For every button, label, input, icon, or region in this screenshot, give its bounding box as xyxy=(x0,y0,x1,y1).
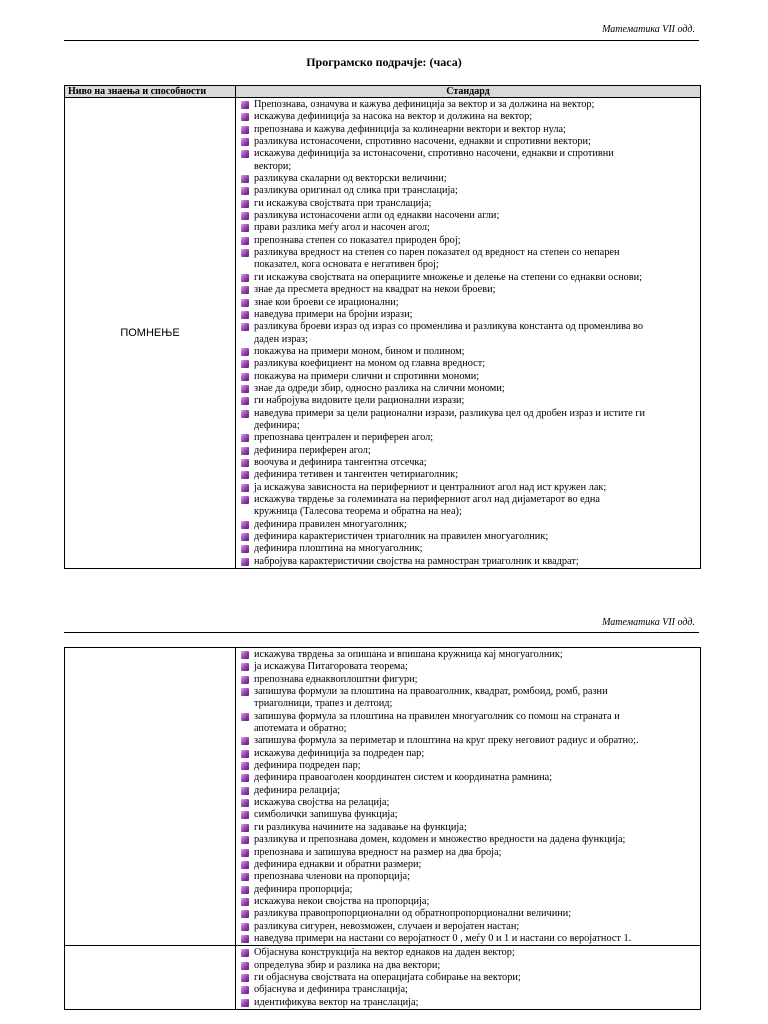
list-item-text: разликува броеви израз од израз со променлива и разликува константа од променлива во xyxy=(254,321,643,333)
bullet-icon xyxy=(241,774,249,782)
column-header-standard: Стандард xyxy=(236,86,701,98)
bullet-icon xyxy=(241,348,249,356)
bullet-icon xyxy=(241,224,249,232)
list-item xyxy=(240,960,700,972)
list-item xyxy=(240,111,700,123)
list-item xyxy=(240,760,700,772)
bullet-icon xyxy=(241,286,249,294)
list-item-text: даден израз; xyxy=(254,333,308,345)
list-item xyxy=(240,847,700,859)
level-cell: ПОМНЕЊЕ xyxy=(65,98,236,569)
level-cell-empty xyxy=(65,946,236,1010)
list-item xyxy=(240,896,700,908)
bullet-icon xyxy=(241,459,249,467)
list-item xyxy=(240,346,700,358)
bullet-icon xyxy=(241,212,249,220)
list-item-text: разликува правопропорционални од обратнопропорционални величини; xyxy=(254,908,572,920)
column-header-level: Ниво на знаења и способности xyxy=(65,86,236,98)
bullet-icon xyxy=(241,849,249,857)
bullet-icon xyxy=(241,533,249,541)
bullet-icon xyxy=(241,484,249,492)
list-item xyxy=(240,884,700,896)
bullet-icon xyxy=(241,558,249,566)
bullet-icon xyxy=(241,999,249,1007)
list-item xyxy=(240,921,700,933)
bullet-icon xyxy=(241,676,249,684)
list-item xyxy=(240,748,700,760)
list-item-text: искажува тврдење за големината на периферниот агол над дијаметарот во една xyxy=(254,494,600,505)
list-item xyxy=(240,469,700,481)
list-item xyxy=(240,321,700,333)
standards-cell xyxy=(236,946,701,1010)
list-item-text: покажува на примери слични и спротивни мономи; xyxy=(254,370,480,382)
list-item-text: идентификува вектор на транслација; xyxy=(254,996,419,1008)
list-item-text: дефинира плоштина на многуаголник; xyxy=(254,543,423,555)
list-item-text: знае да одреди збир, односно разлика на слични мономи; xyxy=(254,382,505,394)
list-item-text: искажува дефиниција за истонасочени, спротивно насочени, еднакви и спротивни xyxy=(254,148,614,160)
bullet-icon xyxy=(241,521,249,529)
list-item xyxy=(240,222,700,234)
list-item xyxy=(240,235,700,247)
list-item xyxy=(240,173,700,185)
header-rule xyxy=(64,40,699,41)
list-item xyxy=(240,358,700,370)
level-cell-empty xyxy=(65,648,236,946)
bullet-icon xyxy=(241,873,249,881)
standards-list xyxy=(236,98,700,568)
list-item-text: дефинира еднакви и обратни размери; xyxy=(254,858,422,870)
table-header-row xyxy=(65,86,701,98)
list-item xyxy=(240,711,700,723)
bullet-icon xyxy=(241,787,249,795)
list-item-text: искажува својства на релација; xyxy=(254,797,390,809)
bullet-icon xyxy=(241,299,249,307)
list-item-text: Објаснува конструкција на вектор еднаков на даден вектор; xyxy=(254,947,515,959)
standards-cell xyxy=(236,98,701,569)
bullet-icon xyxy=(241,447,249,455)
bullet-icon xyxy=(241,249,249,257)
list-item xyxy=(240,272,700,284)
list-item xyxy=(240,809,700,821)
list-item xyxy=(240,432,700,444)
list-item xyxy=(240,334,700,346)
list-item xyxy=(240,772,700,784)
list-item-text: Препознава, означува и кажува дефиниција за вектор и за должина на вектор; xyxy=(254,99,595,110)
list-item-text: разликува истонасочени агли од еднакви насочени агли; xyxy=(254,210,500,222)
list-item xyxy=(240,482,700,494)
list-item xyxy=(240,834,700,846)
list-item-text: разликува оригинал од слика при транслација; xyxy=(254,185,458,197)
list-item xyxy=(240,420,700,432)
list-item-text: искажува дефиниција за насока на вектор и должина на вектор; xyxy=(254,111,533,123)
table-row xyxy=(65,648,701,946)
standards-list xyxy=(236,946,700,1009)
bullet-icon xyxy=(241,397,249,405)
list-item xyxy=(240,124,700,136)
list-item-text: вектори; xyxy=(254,160,292,172)
bullet-icon xyxy=(241,237,249,245)
list-item-text: препознава степен со показател природен број; xyxy=(254,234,461,246)
bullet-icon xyxy=(241,750,249,758)
bullet-icon xyxy=(241,126,249,134)
list-item-text: показател, кога основата е негативен број; xyxy=(254,259,439,271)
list-item-text: разликува истонасочени, спротивно насочени, еднакви и спротивни вектори; xyxy=(254,136,591,148)
list-item-text: дефинира; xyxy=(254,419,300,431)
list-item-text: дефинира периферен агол; xyxy=(254,444,371,456)
list-item xyxy=(240,908,700,920)
list-item-text: разликува вредност на степен со парен показател од вредност на степен со непарен xyxy=(254,247,620,259)
bullet-icon xyxy=(241,949,249,957)
list-item-text: запишува формула за периметар и плоштина на круг преку неговиот радиус и обратно;. xyxy=(254,735,639,747)
bullet-icon xyxy=(241,762,249,770)
list-item xyxy=(240,185,700,197)
section-title: Програмско подрачје: (часа) xyxy=(306,55,462,69)
standards-table-continued xyxy=(64,647,701,1010)
bullet-icon xyxy=(241,434,249,442)
list-item-text: набројува карактеристични својства на рамностран триаголник и квадрат; xyxy=(254,555,579,567)
bullet-icon xyxy=(241,910,249,918)
list-item-text: дефинира карактеристичен триаголник на правилен многуаголник; xyxy=(254,531,549,543)
standards-list xyxy=(236,648,700,945)
list-item-text: ги искажува својствата на операциите множење и делење на степени со еднакви основи; xyxy=(254,271,643,283)
bullet-icon xyxy=(241,799,249,807)
list-item-text: искажува дефиниција за подреден пар; xyxy=(254,747,425,759)
bullet-icon xyxy=(241,373,249,381)
list-item xyxy=(240,556,700,568)
bullet-icon xyxy=(241,360,249,368)
list-item-text: прави разлика меѓу агол и насочен агол; xyxy=(254,222,430,234)
page-header: Математика VII одд. xyxy=(602,24,695,35)
list-item xyxy=(240,284,700,296)
standards-cell xyxy=(236,648,701,946)
list-item-text: воочува и дефинира тангентна отсечка; xyxy=(254,456,427,468)
list-item xyxy=(240,395,700,407)
list-item xyxy=(240,136,700,148)
list-item xyxy=(240,674,700,686)
list-item xyxy=(240,649,700,661)
bullet-icon xyxy=(241,962,249,970)
list-item-text: разликува коефициент на моном од главна вредност; xyxy=(254,358,486,370)
list-item-text: искажува некои својства на пропорција; xyxy=(254,895,430,907)
list-item xyxy=(240,494,700,506)
list-item xyxy=(240,723,700,735)
list-item-text: разликува сигурен, невозможен, случаен и веројатен настан; xyxy=(254,920,520,932)
list-item-text: покажува на примери моном, бином и полином; xyxy=(254,345,465,357)
list-item-text: искажува тврдења за опишана и впишана кружница кај многуаголник; xyxy=(254,649,563,660)
list-item-text: ја искажува Питагоровата теорема; xyxy=(254,661,408,673)
bullet-icon xyxy=(241,138,249,146)
list-item-text: триаголници, трапез и делтоид; xyxy=(254,698,393,710)
list-item xyxy=(240,735,700,747)
list-item-text: дефинира правилен многуаголник; xyxy=(254,518,407,530)
bullet-icon xyxy=(241,811,249,819)
list-item xyxy=(240,371,700,383)
bullet-icon xyxy=(241,898,249,906)
bullet-icon xyxy=(241,713,249,721)
bullet-icon xyxy=(241,496,249,504)
list-item-text: дефинира релација; xyxy=(254,784,341,796)
list-item-text: разликува и препознава домен, кодомен и множество вредности на дадена функција; xyxy=(254,834,626,846)
list-item-text: дефинира тетивен и тангентен четириаголник; xyxy=(254,469,459,481)
bullet-icon xyxy=(241,323,249,331)
standards-table xyxy=(64,85,701,569)
list-item xyxy=(240,506,700,518)
bullet-icon xyxy=(241,824,249,832)
bullet-icon xyxy=(241,274,249,282)
table-row xyxy=(65,946,701,1010)
list-item xyxy=(240,99,700,111)
list-item-text: определува збир и разлика на два вектори; xyxy=(254,959,441,971)
list-item xyxy=(240,972,700,984)
bullet-icon xyxy=(241,923,249,931)
list-item xyxy=(240,259,700,271)
bullet-icon xyxy=(241,651,249,659)
list-item-text: разликува скаларни од векторски величини; xyxy=(254,173,447,185)
list-item-text: знае да пресмета вредност на квадрат на некои броеви; xyxy=(254,284,496,296)
list-item-text: запишува формули за плоштина на правоаголник, квадрат, ромбоид, ромб, разни xyxy=(254,686,608,698)
bullet-icon xyxy=(241,113,249,121)
bullet-icon xyxy=(241,688,249,696)
list-item-text: препознава и кажува дефиниција за колинеарни вектори и вектор нула; xyxy=(254,123,566,135)
list-item-text: објаснува и дефинира транслација; xyxy=(254,984,408,996)
list-item-text: симболички запишува функција; xyxy=(254,809,398,821)
list-item xyxy=(240,797,700,809)
list-item-text: наведува примери на настани со веројатност 0 , меѓу 0 и 1 и настани со веројатност 1. xyxy=(254,932,632,944)
list-item-text: запишува формула за плоштина на правилен многуаголник со помош на страната и xyxy=(254,710,620,722)
list-item-text: кружница (Талесова теорема и обратна на неа); xyxy=(254,506,462,518)
bullet-icon xyxy=(241,986,249,994)
list-item-text: дефинира пропорција; xyxy=(254,883,353,895)
table-row xyxy=(65,98,701,569)
list-item xyxy=(240,997,700,1009)
list-item xyxy=(240,198,700,210)
list-item xyxy=(240,309,700,321)
bullet-icon xyxy=(241,974,249,982)
list-item-text: препознава еднаквоплоштни фигури; xyxy=(254,673,418,685)
list-item-text: апотемата и обратно; xyxy=(254,723,347,735)
list-item xyxy=(240,661,700,673)
list-item xyxy=(240,531,700,543)
bullet-icon xyxy=(241,737,249,745)
list-item xyxy=(240,210,700,222)
bullet-icon xyxy=(241,545,249,553)
list-item-text: наведува примери на бројни изрази; xyxy=(254,308,413,320)
list-item xyxy=(240,871,700,883)
list-item-text: ја искажува зависноста на периферниот и централниот агол над ист кружен лак; xyxy=(254,481,607,493)
list-item xyxy=(240,161,700,173)
list-item xyxy=(240,933,700,945)
list-item xyxy=(240,822,700,834)
list-item xyxy=(240,297,700,309)
list-item-text: наведува примери за цели рационални изрази, разликува цел од дробен израз и истите ги xyxy=(254,407,645,419)
list-item-text: ги разликува начините на задавање на функција; xyxy=(254,821,467,833)
list-item xyxy=(240,148,700,160)
bullet-icon xyxy=(241,861,249,869)
list-item xyxy=(240,519,700,531)
bullet-icon xyxy=(241,311,249,319)
list-item xyxy=(240,457,700,469)
list-item xyxy=(240,543,700,555)
bullet-icon xyxy=(241,101,249,109)
list-item xyxy=(240,698,700,710)
bullet-icon xyxy=(241,663,249,671)
bullet-icon xyxy=(241,886,249,894)
list-item xyxy=(240,785,700,797)
list-item-text: препознава централен и периферен агол; xyxy=(254,432,434,444)
page-header-2: Математика VII одд. xyxy=(602,617,695,628)
list-item xyxy=(240,408,700,420)
list-item-text: знае кои броеви се ирационални; xyxy=(254,296,399,308)
bullet-icon xyxy=(241,836,249,844)
bullet-icon xyxy=(241,175,249,183)
list-item xyxy=(240,984,700,996)
list-item xyxy=(240,859,700,871)
list-item-text: препознава членови на пропорција; xyxy=(254,871,410,883)
bullet-icon xyxy=(241,410,249,418)
list-item-text: дефинира правоаголен координатен систем и координатна рамнина; xyxy=(254,772,553,784)
list-item-text: ги објаснува својствата на операцијата собирање на вектори; xyxy=(254,971,521,983)
bullet-icon xyxy=(241,471,249,479)
list-item-text: ги набројува видовите цели рационални изрази; xyxy=(254,395,465,407)
list-item xyxy=(240,947,700,959)
list-item-text: препознава и запишува вредност на размер на два броја; xyxy=(254,846,502,858)
list-item xyxy=(240,383,700,395)
list-item xyxy=(240,445,700,457)
bullet-icon xyxy=(241,200,249,208)
list-item-text: ги искажува својствата при транслација; xyxy=(254,197,432,209)
list-item xyxy=(240,247,700,259)
list-item xyxy=(240,686,700,698)
bullet-icon xyxy=(241,187,249,195)
bullet-icon xyxy=(241,935,249,943)
bullet-icon xyxy=(241,150,249,158)
list-item-text: дефинира подреден пар; xyxy=(254,760,361,772)
bullet-icon xyxy=(241,385,249,393)
header-rule-2 xyxy=(64,632,699,633)
